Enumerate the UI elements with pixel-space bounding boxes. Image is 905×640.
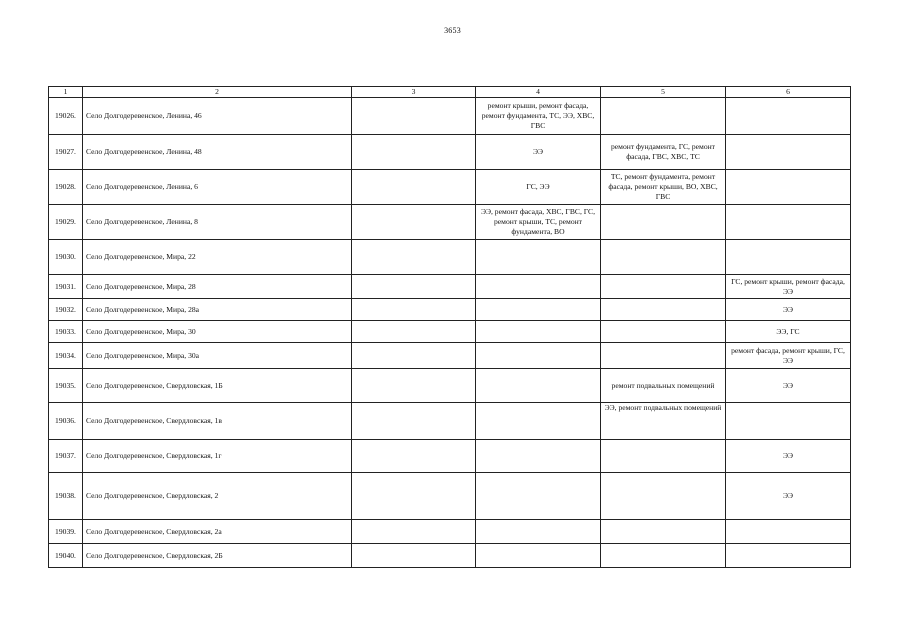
column-6-cell — [726, 170, 851, 205]
address-cell: Село Долгодеревенское, Ленина, 6 — [83, 170, 352, 205]
header-row — [49, 87, 851, 98]
page-number: 3653 — [444, 26, 461, 35]
address-cell: Село Долгодеревенское, Мира, 28 — [83, 275, 352, 299]
column-header: 4 — [476, 87, 601, 98]
column-5-cell: ремонт подвальных помещений — [601, 369, 726, 403]
column-3-cell — [352, 275, 476, 299]
table-row — [49, 240, 851, 275]
column-6-cell: ЭЭ — [726, 369, 851, 403]
column-6-cell — [726, 520, 851, 544]
row-number: 19027. — [49, 135, 83, 170]
column-6-cell: ЭЭ, ГС — [726, 321, 851, 343]
row-number: 19033. — [49, 321, 83, 343]
row-number: 19029. — [49, 205, 83, 240]
column-3-cell — [352, 343, 476, 369]
column-4-cell: ГС, ЭЭ — [476, 170, 601, 205]
row-number: 19035. — [49, 369, 83, 403]
table-row — [49, 135, 851, 170]
column-5-cell — [601, 299, 726, 321]
column-4-cell — [476, 440, 601, 473]
column-6-cell — [726, 240, 851, 275]
column-3-cell — [352, 473, 476, 520]
column-header: 5 — [601, 87, 726, 98]
column-6-cell: ремонт фасада, ремонт крыши, ГС, ЭЭ — [726, 343, 851, 369]
column-4-cell — [476, 299, 601, 321]
table-row — [49, 170, 851, 205]
table-row — [49, 299, 851, 321]
address-cell: Село Долгодеревенское, Свердловская, 1в — [83, 403, 352, 440]
column-header: 6 — [726, 87, 851, 98]
address-cell: Село Долгодеревенское, Мира, 22 — [83, 240, 352, 275]
column-5-cell — [601, 473, 726, 520]
table-row — [49, 205, 851, 240]
address-cell: Село Долгодеревенское, Мира, 30а — [83, 343, 352, 369]
table-row — [49, 321, 851, 343]
column-4-cell — [476, 369, 601, 403]
table-row — [49, 98, 851, 135]
column-6-cell: ГС, ремонт крыши, ремонт фасада, ЭЭ — [726, 275, 851, 299]
column-5-cell — [601, 343, 726, 369]
column-3-cell — [352, 440, 476, 473]
row-number: 19032. — [49, 299, 83, 321]
row-number: 19034. — [49, 343, 83, 369]
address-cell: Село Долгодеревенское, Ленина, 8 — [83, 205, 352, 240]
column-5-cell — [601, 240, 726, 275]
row-number: 19031. — [49, 275, 83, 299]
row-number: 19026. — [49, 98, 83, 135]
column-5-cell: ремонт фундамента, ГС, ремонт фасада, ГВС, ХВС, ТС — [601, 135, 726, 170]
row-number: 19037. — [49, 440, 83, 473]
table-row — [49, 275, 851, 299]
column-5-cell: ТС, ремонт фундамента, ремонт фасада, ремонт крыши, ВО, ХВС, ГВС — [601, 170, 726, 205]
column-6-cell: ЭЭ — [726, 473, 851, 520]
column-4-cell: ЭЭ — [476, 135, 601, 170]
column-3-cell — [352, 403, 476, 440]
address-cell: Село Долгодеревенское, Свердловская, 1г — [83, 440, 352, 473]
column-6-cell — [726, 135, 851, 170]
repair-table — [48, 86, 851, 568]
column-4-cell — [476, 544, 601, 568]
column-3-cell — [352, 205, 476, 240]
column-4-cell: ЭЭ, ремонт фасада, ХВС, ГВС, ГС, ремонт крыши, ТС, ремонт фундамента, ВО — [476, 205, 601, 240]
table-row — [49, 440, 851, 473]
column-3-cell — [352, 170, 476, 205]
column-5-cell — [601, 440, 726, 473]
column-4-cell — [476, 275, 601, 299]
column-4-cell — [476, 473, 601, 520]
table-row — [49, 544, 851, 568]
column-header: 1 — [49, 87, 83, 98]
column-3-cell — [352, 321, 476, 343]
column-4-cell — [476, 403, 601, 440]
column-6-cell — [726, 403, 851, 440]
table-row — [49, 473, 851, 520]
address-cell: Село Долгодеревенское, Свердловская, 1Б — [83, 369, 352, 403]
address-cell: Село Долгодеревенское, Свердловская, 2Б — [83, 544, 352, 568]
column-3-cell — [352, 369, 476, 403]
column-4-cell — [476, 240, 601, 275]
column-4-cell: ремонт крыши, ремонт фасада, ремонт фундамента, ТС, ЭЭ, ХВС, ГВС — [476, 98, 601, 135]
column-5-cell — [601, 98, 726, 135]
row-number: 19039. — [49, 520, 83, 544]
column-3-cell — [352, 520, 476, 544]
address-cell: Село Долгодеревенское, Свердловская, 2а — [83, 520, 352, 544]
column-header: 3 — [352, 87, 476, 98]
table-row — [49, 403, 851, 440]
column-3-cell — [352, 299, 476, 321]
row-number: 19038. — [49, 473, 83, 520]
column-6-cell — [726, 544, 851, 568]
column-6-cell — [726, 98, 851, 135]
row-number: 19040. — [49, 544, 83, 568]
column-5-cell: ЭЭ, ремонт подвальных помещений — [601, 403, 726, 440]
column-6-cell: ЭЭ — [726, 440, 851, 473]
column-6-cell: ЭЭ — [726, 299, 851, 321]
address-cell: Село Долгодеревенское, Мира, 30 — [83, 321, 352, 343]
table-row — [49, 520, 851, 544]
column-4-cell — [476, 343, 601, 369]
column-5-cell — [601, 275, 726, 299]
address-cell: Село Долгодеревенское, Мира, 28а — [83, 299, 352, 321]
row-number: 19028. — [49, 170, 83, 205]
column-4-cell — [476, 321, 601, 343]
column-3-cell — [352, 135, 476, 170]
column-5-cell — [601, 205, 726, 240]
address-cell: Село Долгодеревенское, Ленина, 48 — [83, 135, 352, 170]
column-5-cell — [601, 321, 726, 343]
address-cell: Село Долгодеревенское, Ленина, 46 — [83, 98, 352, 135]
column-4-cell — [476, 520, 601, 544]
column-header: 2 — [83, 87, 352, 98]
column-3-cell — [352, 240, 476, 275]
column-3-cell — [352, 98, 476, 135]
column-6-cell — [726, 205, 851, 240]
row-number: 19036. — [49, 403, 83, 440]
column-5-cell — [601, 520, 726, 544]
table-row — [49, 343, 851, 369]
column-5-cell — [601, 544, 726, 568]
address-cell: Село Долгодеревенское, Свердловская, 2 — [83, 473, 352, 520]
table-row — [49, 369, 851, 403]
row-number: 19030. — [49, 240, 83, 275]
column-3-cell — [352, 544, 476, 568]
